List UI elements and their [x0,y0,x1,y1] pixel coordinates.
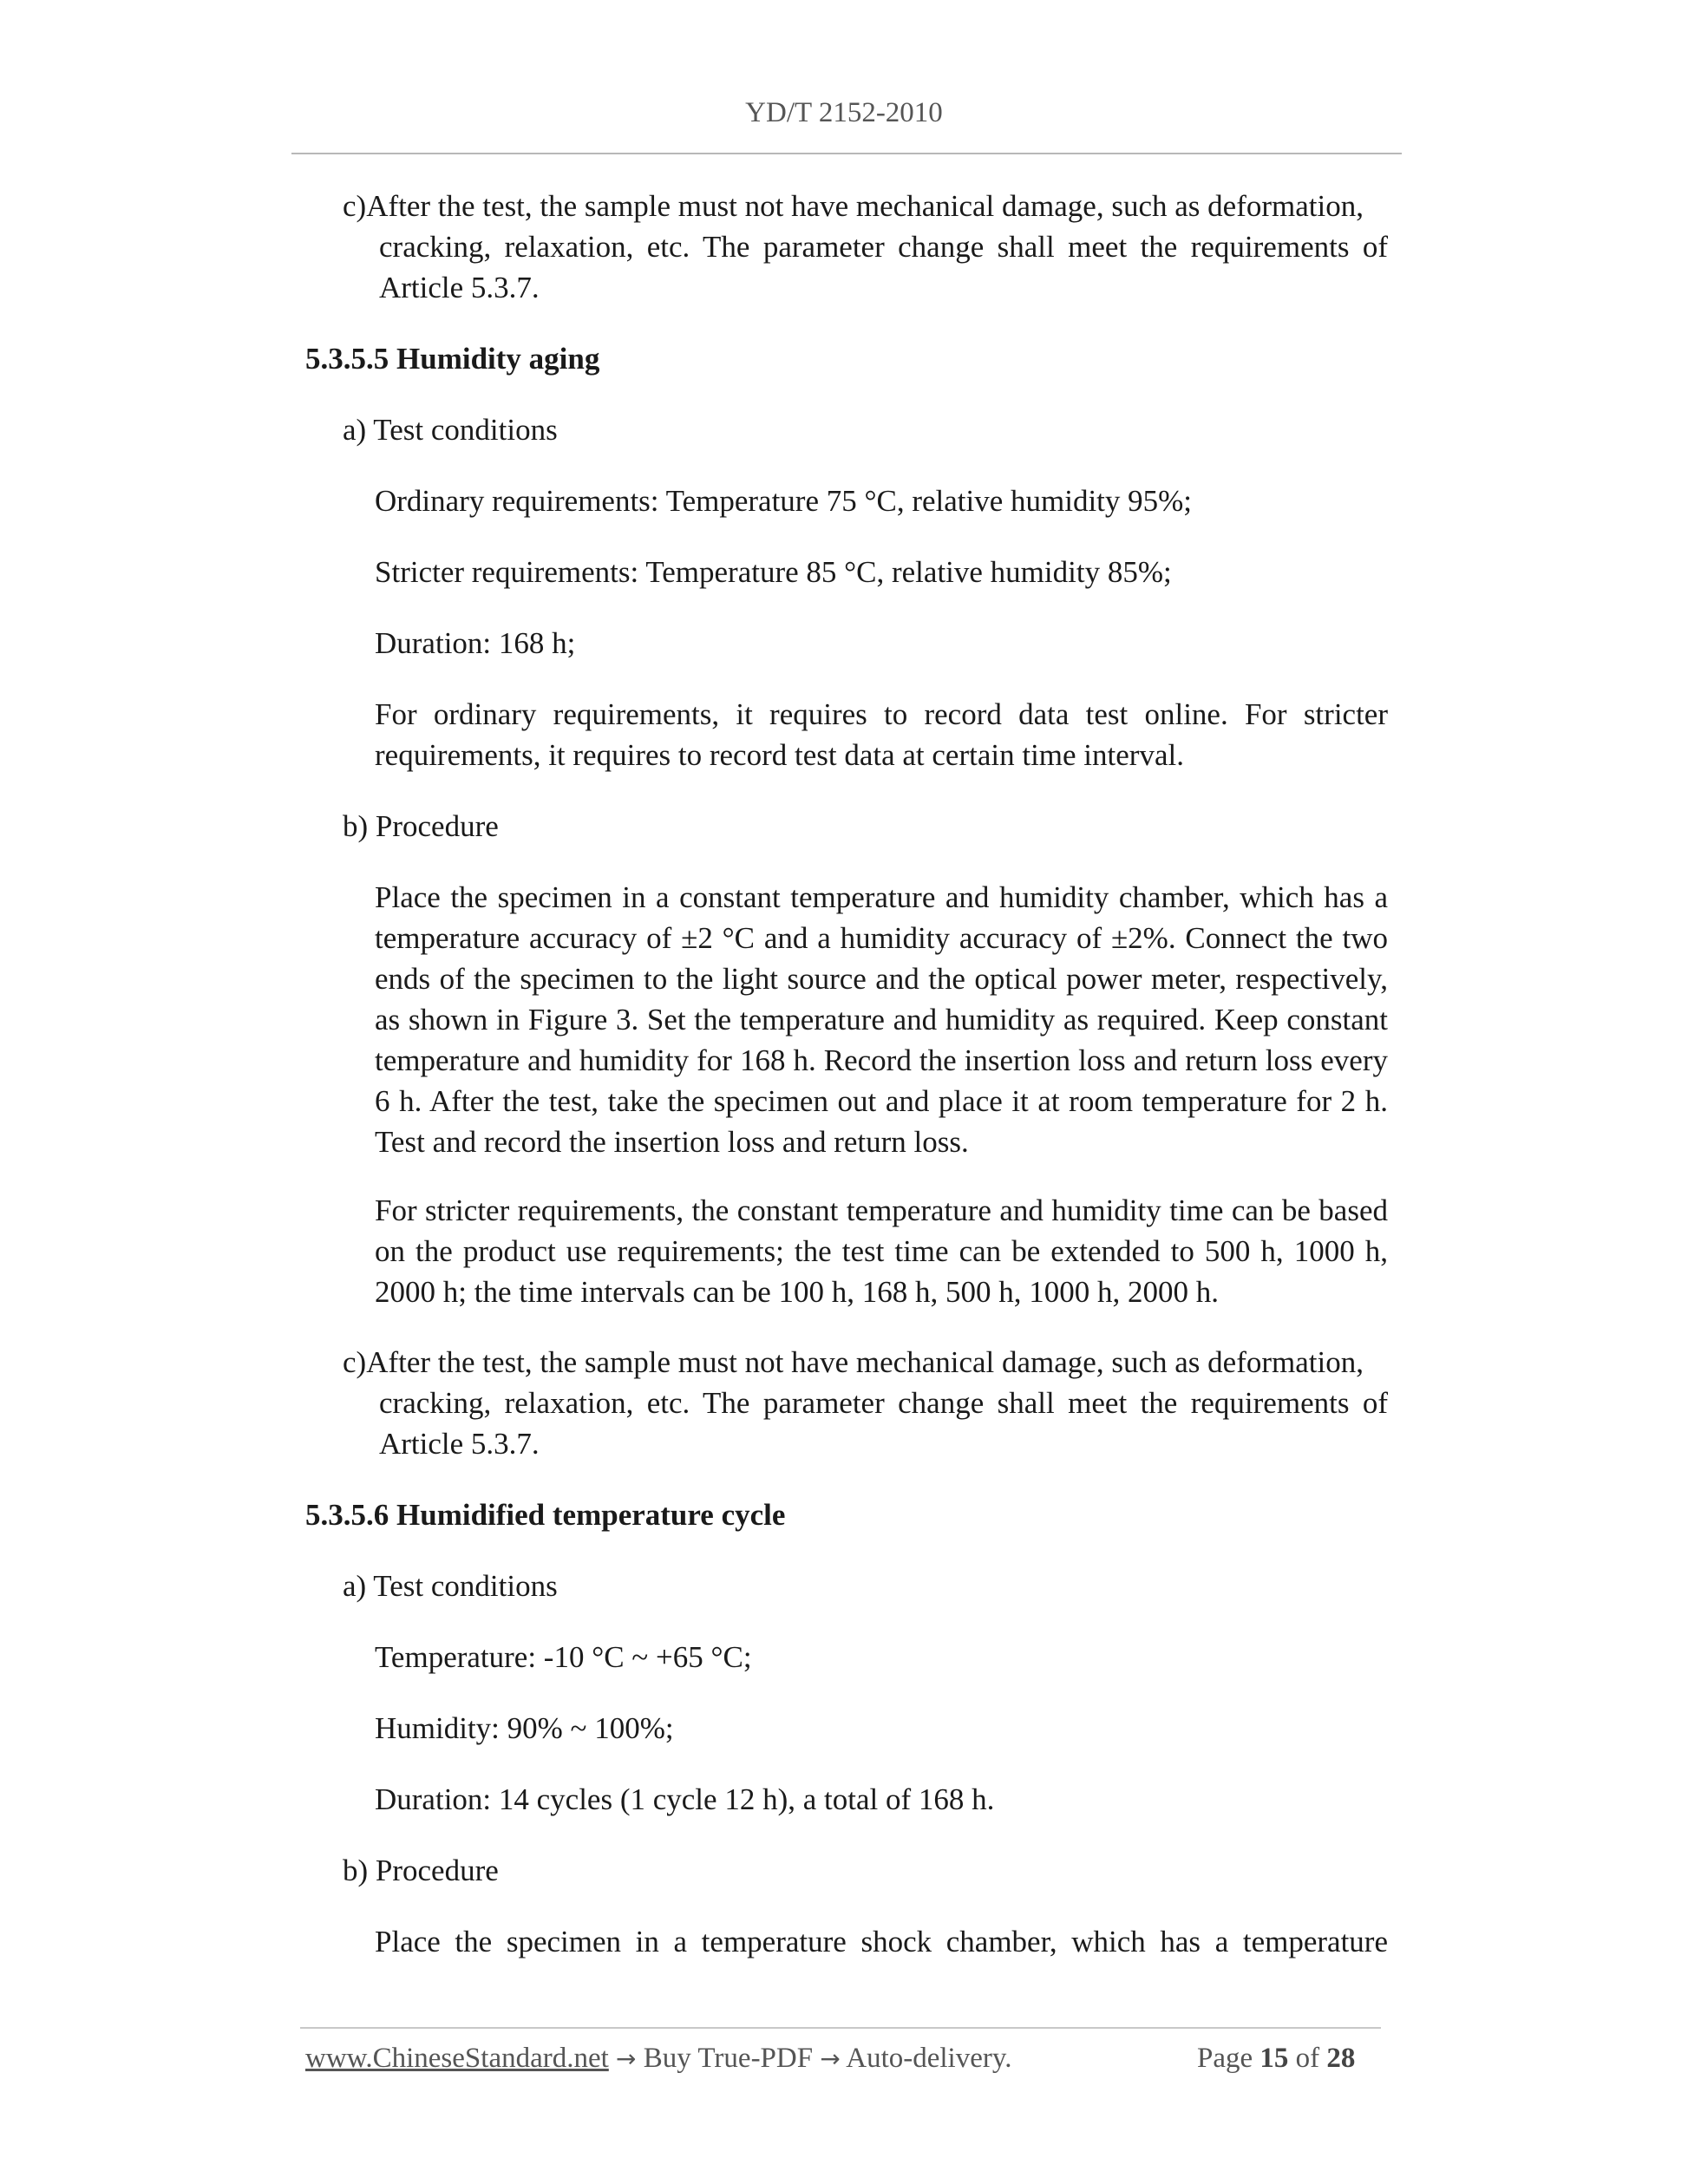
stricter-requirements: Stricter requirements: Temperature 85 °C, relative humidity 85%; [375,555,1172,589]
header-standard-code: YD/T 2152-2010 [745,97,943,128]
section-heading-5-3-5-5: 5.3.5.5 Humidity aging [305,342,600,376]
page-label: Page [1197,2043,1253,2074]
subheading-procedure-2: b) Procedure [343,1854,499,1887]
list-item-c-1-continuation: cracking, relaxation, etc. The parameter change shall meet the requirements of Article 5.3.7. [379,230,1388,304]
section-heading-5-3-5-6: 5.3.5.6 Humidified temperature cycle [305,1498,786,1532]
list-label: c) [343,189,367,223]
record-note: For ordinary requirements, it requires to record data test online. For stricter requirements, it requires to record test data at certain time interval. [375,697,1388,772]
list-item-c-1 [343,186,1388,226]
list-item-c-2 [343,1342,1388,1383]
page-number: 15 [1259,2043,1289,2074]
stricter-paragraph: For stricter requirements, the constant temperature and humidity time can be based on the product use requirements; the test time can be extended to 500 h, 1000 h, 2000 h; the time intervals can be 100 h, 168 h, 500 h, 1000 h, 2000 h. [375,1193,1388,1309]
buy-pdf-text: Buy True-PDF [643,2043,814,2074]
ordinary-requirements: Ordinary requirements: Temperature 75 °C, relative humidity 95%; [375,484,1193,518]
subheading-test-conditions: a) Test conditions [343,413,558,447]
subheading-procedure: b) Procedure [343,809,499,843]
cycle-duration: Duration: 14 cycles (1 cycle 12 h), a total of 168 h. [375,1782,995,1816]
procedure-paragraph: Place the specimen in a constant temperature and humidity chamber, which has a temperature accuracy of ±2 °C and a humidity accuracy of ±2%. Connect the two ends of the specimen to the light source and the optical power meter, respectively, as shown in Figure 3. Set the temperature and humidity as required. Keep constant temperature and humidity for 168 h. Record the insertion loss and return loss every 6 h. After the test, take the specimen out and place it at room temperature for 2 h. Test and record the insertion loss and return loss. [375,880,1388,1159]
footer-promo [305,2043,1011,2075]
header-divider [291,153,1402,154]
footer-divider [300,2027,1381,2029]
humidity-range: Humidity: 90% ~ 100%; [375,1711,674,1745]
page-indicator [1197,2043,1355,2075]
list-text: After the test, the sample must not have mechanical damage, such as deformation, [366,189,1364,223]
auto-delivery-text: Auto-delivery. [846,2043,1012,2074]
duration: Duration: 168 h; [375,626,576,660]
page-total: 28 [1326,2043,1356,2074]
subheading-test-conditions-2: a) Test conditions [343,1569,558,1603]
arrow-right-icon: → [820,2044,841,2073]
of-label: of [1295,2043,1320,2074]
procedure-paragraph-2: Place the specimen in a temperature shock chamber, which has a temperature [375,1925,1388,1958]
list-text: After the test, the sample must not have mechanical damage, such as deformation, [366,1345,1364,1379]
site-link[interactable]: www.ChineseStandard.net [305,2043,609,2074]
arrow-right-icon: → [616,2044,637,2073]
list-item-c-2-continuation: cracking, relaxation, etc. The parameter change shall meet the requirements of Article 5.3.7. [379,1386,1388,1461]
list-label: c) [343,1345,367,1379]
temperature-range: Temperature: -10 °C ~ +65 °C; [375,1640,752,1674]
